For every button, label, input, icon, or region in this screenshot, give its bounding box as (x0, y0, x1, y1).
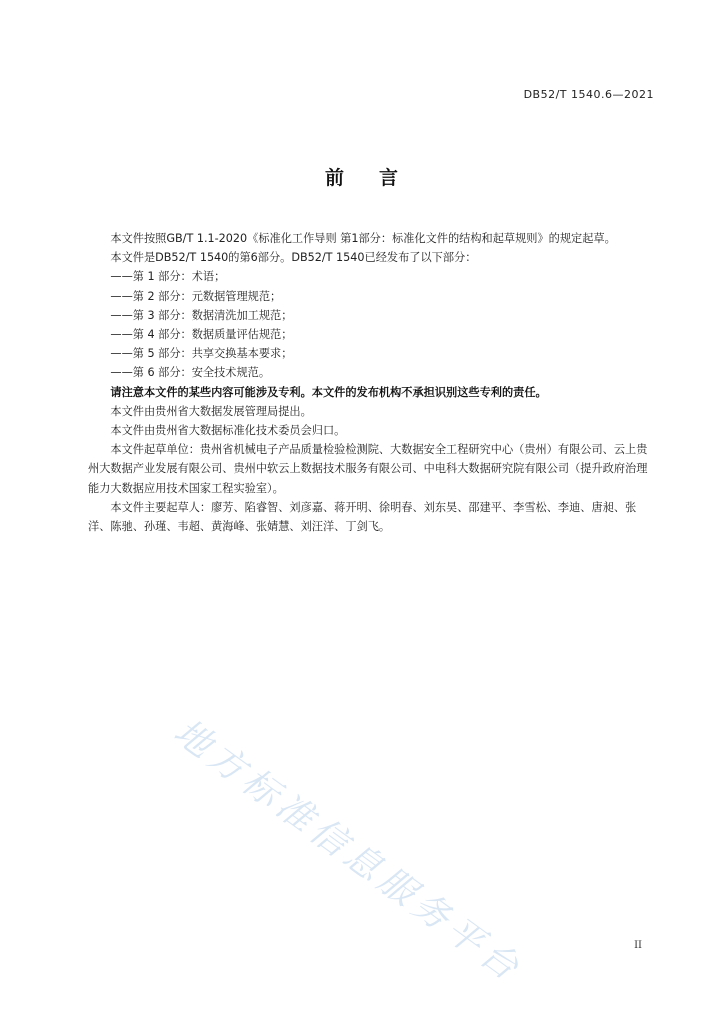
paragraph-drafters: 本文件主要起草人：廖芳、陷睿智、刘彦嘉、蒋开明、徐明春、刘东昊、邵建平、李雪松、李迪、唐昶、张洋、陈驰、孙瑾、韦超、黄海峰、张婧慧、刘汪洋、丁剑飞。 (88, 500, 637, 534)
list-item-part-1: ——第 1 部分：术语； (110, 270, 226, 284)
patent-notice: 请注意本文件的某些内容可能涉及专利。本文件的发布机构不承担识别这些专利的责任。 (110, 385, 547, 399)
foreword-body (88, 229, 656, 536)
document-code: DB52/T 1540.6—2021 (523, 88, 654, 101)
list-item-part-4: ——第 4 部分：数据质量评估规范； (110, 328, 293, 342)
paragraph-management: 本文件由贵州省大数据标准化技术委员会归口。 (110, 424, 346, 438)
list-item-part-3: ——第 3 部分：数据清洗加工规范； (110, 308, 293, 322)
list-item-part-6: ——第 6 部分：安全技术规范。 (110, 366, 271, 380)
watermark: 地方标准信息服务平台 (166, 711, 531, 992)
paragraph-series-intro: 本文件是DB52/T 1540的第6部分。DB52/T 1540已经发布了以下部分： (110, 251, 477, 265)
list-item-part-5: ——第 5 部分：共享交换基本要求； (110, 347, 293, 361)
paragraph-proposer: 本文件由贵州省大数据发展管理局提出。 (110, 404, 312, 418)
list-item-part-2: ——第 2 部分：元数据管理规范； (110, 289, 282, 303)
paragraph-drafting-units: 本文件起草单位：贵州省机械电子产品质量检验检测院、大数据安全工程研究中心（贵州）有限公司、云上贵州大数据产业发展有限公司、贵州中软云上数据技术服务有限公司、中电科大数据研究院有限公司（提升政府治理能力大数据应用技术国家工程实验室）。 (88, 443, 648, 495)
paragraph-drafting-rules: 本文件按照GB/T 1.1-2020《标准化工作导则 第1部分：标准化文件的结构和起草规则》的规定起草。 (110, 232, 616, 245)
title-char-1: 前 (324, 167, 345, 189)
page-number: II (634, 940, 642, 951)
page-title (0, 163, 724, 190)
title-char-2: 言 (379, 167, 400, 189)
